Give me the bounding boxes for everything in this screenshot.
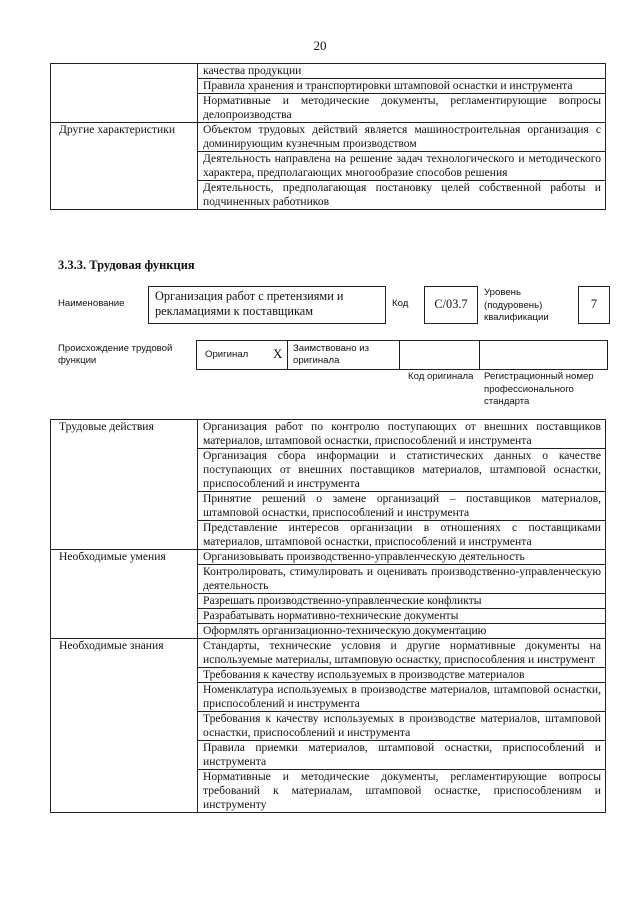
row-item: Объектом трудовых действий является машиностроительная организация с доминирующим кузнечным производством — [198, 123, 606, 152]
row-item: Оформлять организационно-техническую документацию — [198, 624, 606, 639]
level-label: Уровень (подуровень) квалификации — [484, 287, 549, 323]
row-label: Другие характеристики — [51, 123, 198, 210]
name-label: Наименование — [58, 298, 125, 309]
function-name-box — [148, 286, 386, 324]
origin-box — [196, 340, 608, 370]
table-row — [51, 64, 606, 79]
row-label: Трудовые действия — [51, 420, 198, 550]
origin-label: Происхождение трудовой функции — [58, 343, 173, 366]
original-label: Оригинал — [205, 349, 249, 360]
row-item: Номенклатура используемых в производстве материалов, штамповой оснастки, приспособлений и инструмента — [198, 683, 606, 712]
row-item: Нормативные и методические документы, регламентирующие вопросы делопроизводства — [198, 94, 606, 123]
row-label: Необходимые умения — [51, 550, 198, 639]
function-code-value: С/03.7 — [434, 297, 468, 311]
row-label: Необходимые знания — [51, 639, 198, 813]
row-item: Контролировать, стимулировать и оценивать производственно-управленческую деятельность — [198, 565, 606, 594]
row-item: Деятельность, предполагающая постановку целей собственной работы и подчиненных работников — [198, 181, 606, 210]
divider — [479, 341, 480, 369]
row-item: Принятие решений о замене организаций – поставщиков материалов, штамповой оснастки, приспособлений и инструмента — [198, 492, 606, 521]
function-name-value: Организация работ с претензиями и рекламациями к поставщикам — [155, 289, 344, 318]
row-item: Представление интересов организации в отношениях с поставщиками материалов, штамповой оснастки, приспособлений и инструмента — [198, 521, 606, 550]
code-label: Код — [392, 298, 409, 309]
row-item: Правила приемки материалов, штамповой оснастки, приспособлений и инструмента — [198, 741, 606, 770]
row-item: Нормативные и методические документы, регламентирующие вопросы требований к материалам, штамповой оснастке, приспособлениям и инструменту — [198, 770, 606, 813]
row-item: Разрешать производственно-управленческие конфликты — [198, 594, 606, 609]
top-characteristics-table — [50, 63, 606, 210]
row-item: Организовывать производственно-управленческую деятельность — [198, 550, 606, 565]
labor-function-table — [50, 419, 606, 813]
borrowed-label: Заимствовано из оригинала — [293, 343, 369, 366]
section-heading: 3.3.3. Трудовая функция — [58, 258, 195, 272]
row-item: Деятельность направлена на решение задач технологического и методического характера, предполагающих многообразие способов решения — [198, 152, 606, 181]
table-row — [51, 123, 606, 152]
code-original-caption: Код оригинала — [408, 371, 474, 382]
level-box — [578, 286, 610, 324]
function-code-box — [424, 286, 478, 324]
table-row — [51, 639, 606, 668]
table-row — [51, 550, 606, 565]
row-label — [51, 64, 198, 123]
row-item: Требования к качеству используемых в производстве материалов, штамповой оснастки, приспособлений и инструмента — [198, 712, 606, 741]
row-item: Разрабатывать нормативно-технические документы — [198, 609, 606, 624]
row-item: Организация работ по контролю поступающих от внешних поставщиков материалов, штамповой оснастки, приспособлений и инструмента — [198, 420, 606, 449]
row-item: Правила хранения и транспортировки штамповой оснастки и инструмента — [198, 79, 606, 94]
level-value: 7 — [590, 297, 598, 311]
table-row — [51, 420, 606, 449]
page-number: 20 — [313, 38, 327, 53]
divider — [399, 341, 400, 369]
reg-number-caption: Регистрационный номер профессионального стандарта — [484, 371, 594, 407]
row-item: Требования к качеству используемых в производстве материалов — [198, 668, 606, 683]
divider — [287, 341, 288, 369]
row-item: Организация сбора информации и статистических данных о качестве поступающих от внешних поставщиков материалов, штамповой оснастки, приспособлений и инструмента — [198, 449, 606, 492]
row-item: качества продукции — [198, 64, 606, 79]
row-item: Стандарты, технические условия и другие нормативные документы на используемые материалы, штамповую оснастку, приспособления и инструмент — [198, 639, 606, 668]
original-checkmark: X — [273, 346, 283, 361]
